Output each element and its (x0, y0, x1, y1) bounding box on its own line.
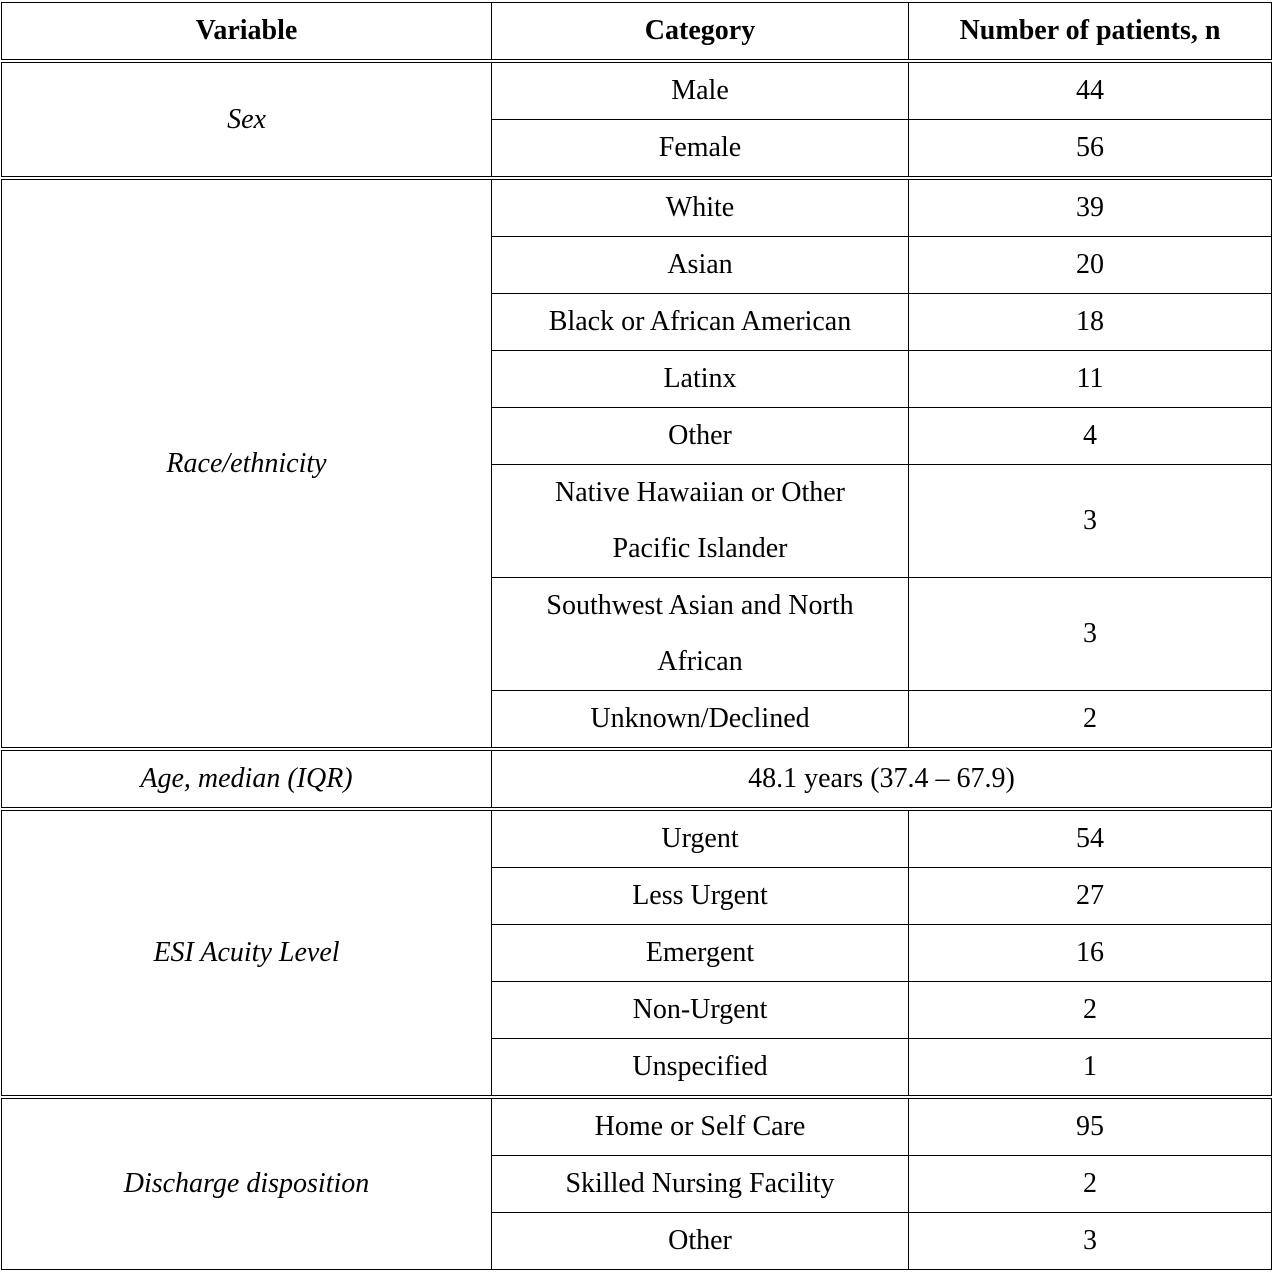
count-cell: 3 (909, 465, 1272, 578)
count-cell: 44 (909, 61, 1272, 120)
count-cell: 3 (909, 1213, 1272, 1270)
category-cell: Less Urgent (492, 868, 909, 925)
table-row (2, 1097, 1272, 1156)
table-row (2, 61, 1272, 120)
count-cell: 18 (909, 294, 1272, 351)
category-cell: Urgent (492, 809, 909, 868)
category-cell: Other (492, 408, 909, 465)
category-cell: Unspecified (492, 1039, 909, 1098)
header-variable: Variable (2, 3, 492, 62)
count-cell: 27 (909, 868, 1272, 925)
count-cell: 39 (909, 178, 1272, 237)
variable-age: Age, median (IQR) (2, 749, 492, 809)
category-cell: Black or African American (492, 294, 909, 351)
category-cell: Latinx (492, 351, 909, 408)
count-cell: 2 (909, 1156, 1272, 1213)
count-cell: 95 (909, 1097, 1272, 1156)
category-cell: Unknown/Declined (492, 691, 909, 750)
header-count: Number of patients, n (909, 3, 1272, 62)
count-cell: 11 (909, 351, 1272, 408)
category-cell: Emergent (492, 925, 909, 982)
table-row (2, 809, 1272, 868)
count-cell: 16 (909, 925, 1272, 982)
count-cell: 4 (909, 408, 1272, 465)
variable-sex: Sex (2, 61, 492, 178)
age-value: 48.1 years (37.4 – 67.9) (492, 749, 1272, 809)
demographics-table (1, 2, 1272, 1270)
category-cell: Southwest Asian and North African (492, 578, 909, 691)
category-cell: Asian (492, 237, 909, 294)
count-cell: 56 (909, 120, 1272, 179)
table-row (2, 749, 1272, 809)
header-category: Category (492, 3, 909, 62)
count-cell: 54 (909, 809, 1272, 868)
count-cell: 1 (909, 1039, 1272, 1098)
category-cell: Skilled Nursing Facility (492, 1156, 909, 1213)
category-cell: Non-Urgent (492, 982, 909, 1039)
variable-esi: ESI Acuity Level (2, 809, 492, 1097)
table-row (2, 178, 1272, 237)
category-cell: Other (492, 1213, 909, 1270)
category-cell: Female (492, 120, 909, 179)
category-cell: Native Hawaiian or Other Pacific Islander (492, 465, 909, 578)
count-cell: 20 (909, 237, 1272, 294)
count-cell: 2 (909, 982, 1272, 1039)
category-cell: Male (492, 61, 909, 120)
variable-discharge: Discharge disposition (2, 1097, 492, 1270)
header-row (2, 3, 1272, 62)
category-cell: White (492, 178, 909, 237)
count-cell: 3 (909, 578, 1272, 691)
category-cell: Home or Self Care (492, 1097, 909, 1156)
count-cell: 2 (909, 691, 1272, 750)
variable-race: Race/ethnicity (2, 178, 492, 749)
